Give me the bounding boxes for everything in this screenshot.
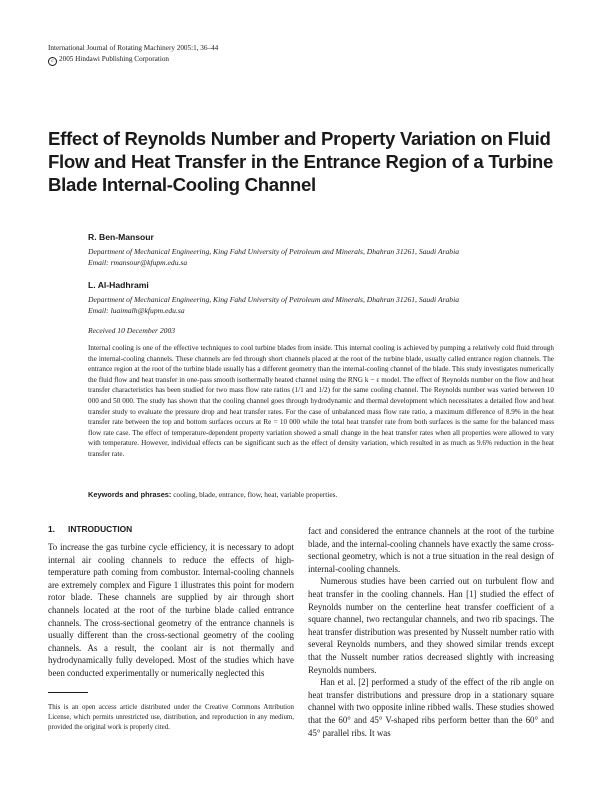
paper-title: Effect of Reynolds Number and Property Variation on Fluid Flow and Heat Transfer in the Entrance Region of a Turbine Blade Internal-Cooling Channel (48, 128, 554, 195)
body-column-left (48, 541, 294, 680)
section-heading-introduction (48, 524, 132, 534)
body-column-right (308, 525, 554, 739)
license-footnote: This is an open access article distributed under the Creative Commons Attribution License, which permits unrestricted use, distribution, and reproduction in any medium, provided the original work is properly cited. (48, 704, 294, 731)
paragraph: Numerous studies have been carried out on turbulent flow and heat transfer in the cooling channels. Han [1] studied the effect of Reynolds number on the centerline heat transfer coefficient of a square channel, two rectangular channels, and two rib spacings. The heat transfer distribution was presented by Nusselt number ratio with several Reynolds numbers, and they showed similar trends except that the Nusselt number ratios decreased slightly with increasing Reynolds numbers. (308, 576, 554, 675)
author-email: Email: luaimalh@kfupm.edu.sa (88, 305, 185, 315)
paragraph: To increase the gas turbine cycle efficiency, it is necessary to adopt internal air cooling channels to reduce the effects of high-temperature path coming from combustor. Internal-cooling channels are extremely complex and Figure 1 illustrates this point for modern rotor blade. These channels are supplied by air through short channels located at the root of the turbine blade called entrance channels. The cross-sectional geometry of the entrance channels is usually different than the cross-sectional geometry of the cooling channels. As a result, the coolant air is not thermally and hydrodynamically fully developed. Most of the studies which have been conducted experimentally or numerically neglected this (48, 542, 294, 678)
copyright-text: 2005 Hindawi Publishing Corporation (59, 55, 170, 63)
abstract: Internal cooling is one of the effective techniques to cool turbine blades from inside. This internal cooling is achieved by pumping a relatively cold fluid through the internal-cooling channels. These channels are fed through short channels placed at the root of the turbine blade, usually called entrance region channels. The entrance region at the root of the turbine blade usually has a different geometry than the internal-cooling channel of the blade. This study investigates numerically the fluid flow and heat transfer in one-pass smooth isothermally heated channel using the RNG k − ε model. The effect of Reynolds number on the flow and heat transfer characteristics has been studied for two mass flow rate ratios (1/1 and 1/2) for the same cooling channel. The Reynolds number was varied between 10 000 and 50 000. The study has shown that the cooling channel goes through hydrodynamic and thermal development which necessitates a detailed flow and heat transfer study to evaluate the pressure drop and heat transfer rates. For the case of unbalanced mass flow rate ratio, a maximum difference of 8.9% in the heat transfer rate between the top and bottom surfaces occurs at Re = 10 000 while the total heat transfer rate from both surfaces is the same for the balanced mass flow rate case. The effect of temperature-dependent property variation showed a small change in the heat transfer rates when all properties were allowed to vary with temperature. However, individual effects can be significant such as the effect of density variation, which resulted in as much as 9.6% reduction in the heat transfer rate. (88, 344, 554, 458)
keywords-label: Keywords and phrases: (88, 490, 172, 499)
footnote-rule (48, 692, 88, 693)
author-name: L. Al-Hadhrami (88, 280, 149, 290)
paragraph: fact and considered the entrance channels at the root of the turbine blade, and the internal-cooling channels have exactly the same cross-sectional geometry, which is not a true situation in the real design of internal-cooling channels. (308, 526, 554, 574)
received-date: Received 10 December 2003 (88, 326, 176, 335)
section-title: INTRODUCTION (68, 524, 133, 534)
author-block-2 (88, 279, 558, 316)
author-block-1 (88, 231, 558, 268)
section-number: 1. (48, 524, 55, 534)
keywords-text: cooling, blade, entrance, flow, heat, variable properties. (173, 490, 338, 499)
journal-citation: International Journal of Rotating Machinery 2005:1, 36–44 (48, 44, 219, 52)
journal-header (48, 43, 218, 66)
copyright-icon: c (48, 57, 57, 66)
paragraph: Han et al. [2] performed a study of the effect of the rib angle on heat transfer distributions and pressure drop in a stationary square channel with two opposite inline ribbed walls. These studies showed that the 60° and 45° V-shaped ribs perform better than the 60° and 45° parallel ribs. It was (308, 677, 554, 738)
author-email: Email: rmansour@kfupm.edu.sa (88, 257, 188, 267)
copyright-line (48, 54, 218, 66)
author-affiliation: Department of Mechanical Engineering, King Fahd University of Petroleum and Minerals, Dhahran 31261, Saudi Arabia (88, 247, 459, 256)
author-affiliation: Department of Mechanical Engineering, King Fahd University of Petroleum and Minerals, Dhahran 31261, Saudi Arabia (88, 295, 459, 304)
keywords (88, 490, 554, 499)
author-name: R. Ben-Mansour (88, 232, 154, 242)
